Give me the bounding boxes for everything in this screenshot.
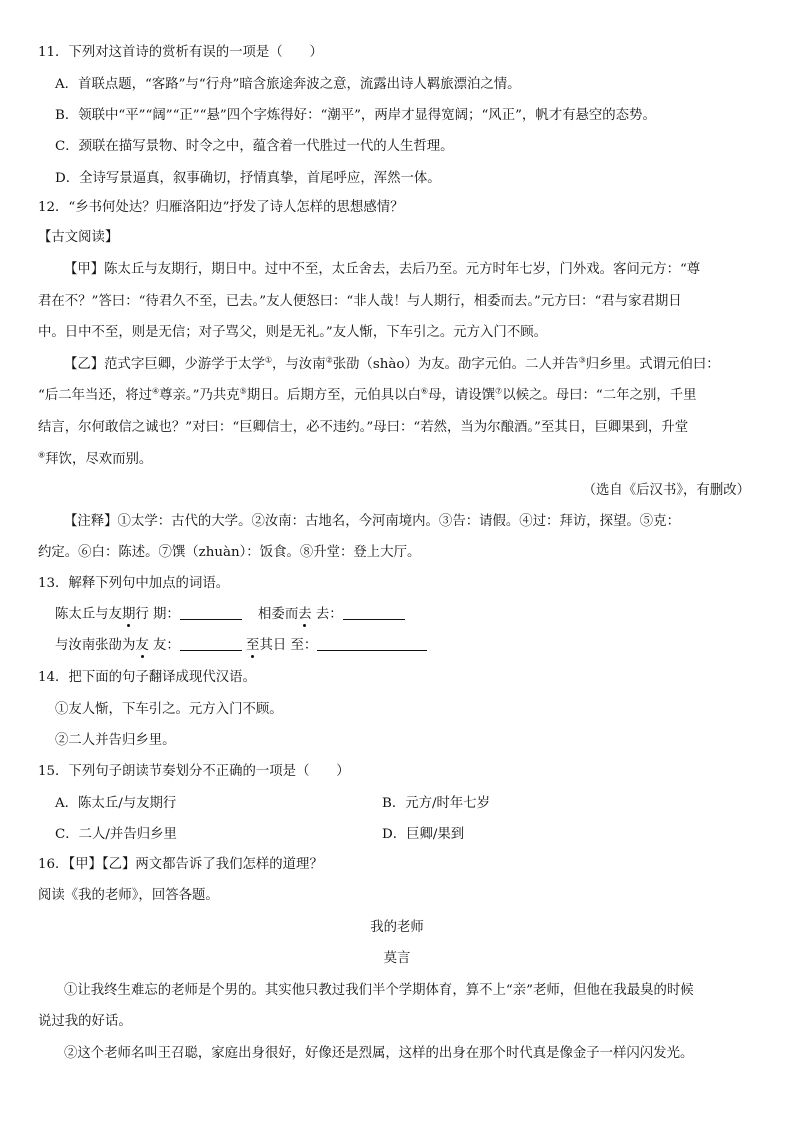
footnote-mark: ④ — [151, 386, 160, 396]
question-14-sentence-1: ①友人惭，下车引之。元方入门不顾。 — [55, 702, 283, 717]
question-11-option-c: C．颈联在描写景物、时令之中，蕴含着一代胜过一代的人生哲理。 — [55, 139, 454, 154]
dotted-word: 去 — [298, 607, 312, 622]
footnote-mark: ⑤ — [239, 386, 247, 396]
question-16: 16．【甲】【乙】两文都告诉了我们怎样的道理？ — [38, 857, 323, 872]
footnote-mark: ② — [325, 355, 333, 365]
footnote-mark: ⑦ — [495, 386, 503, 396]
passage-source: （选自《后汉书》，有删改） — [582, 483, 750, 498]
dotted-word: 至 — [246, 638, 260, 653]
passage-yi-line-3: 结言，尔何敢信之诚也？”对曰：“巨卿信士，必不违约。”母曰：“若然，当为尔酿酒。”至其日，巨卿果到，升堂 — [38, 420, 689, 435]
passage-yi-line-2: “后二年当还，将过④尊亲。”乃共克⑤期日。后期方至，元伯具以白⑥母，请设馔⑦以候之。母曰：“二年之别，千里 — [38, 386, 697, 403]
section-heading-ancient: 【古文阅读】 — [38, 230, 119, 245]
question-15-stem: 15．下列句子朗读节奏划分不正确的一项是（ ） — [38, 764, 350, 779]
reading-intro: 阅读《我的老师》，回答各题。 — [38, 888, 219, 903]
question-11-option-d: D．全诗写景逼真，叙事确切，抒情真挚，首尾呼应，浑然一体。 — [55, 171, 441, 186]
question-13-row-2: 与汝南张劭为友 友： 至其日 至： — [55, 636, 427, 656]
question-15-option-c: C．二人/并告归乡里 — [55, 827, 177, 842]
notes-line-1: 【注释】①太学：古代的大学。②汝南：古地名，今河南境内。③告：请假。④过：拜访，探望。⑤克： — [64, 514, 680, 529]
question-15-option-a: A．陈太丘/与友期行 — [55, 796, 177, 811]
question-14-stem: 14．把下面的句子翻译成现代汉语。 — [38, 670, 256, 685]
question-14-sentence-2: ②二人并告归乡里。 — [55, 733, 176, 748]
question-11-option-b: B．领联中“平”“阔”“正”“悬”四个字炼得好：“潮平”，两岸才显得宽阔；“风正”，帆才有悬空的态势。 — [55, 108, 656, 123]
footnote-mark: ⑧ — [38, 450, 46, 460]
footnote-mark: ① — [264, 355, 273, 365]
passage-yi-line-1: 【乙】范式字巨卿，少游学于太学①，与汝南②张劭（shào）为友。劭字元伯。二人并告③归乡里。式谓元伯曰： — [64, 355, 720, 372]
passage-yi-line-4: ⑧拜饮，尽欢而别。 — [38, 450, 153, 467]
passage-jia-line-1: 【甲】陈太丘与友期行，期日中。过中不至，太丘舍去，去后乃至。元方时年七岁，门外戏。客问元方：“尊 — [64, 262, 701, 277]
passage-jia-line-2: 君在不？”答曰：“待君久不至，已去。”友人便怒曰：“非人哉！与人期行，相委而去。”元方曰：“君与家君期日 — [38, 294, 682, 309]
question-11-option-a: A．首联点题，“客路”与“行舟”暗含旅途奔波之意，流露出诗人羁旅漂泊之情。 — [55, 77, 521, 92]
footnote-mark: ③ — [578, 355, 586, 365]
notes-line-2: 约定。⑥白：陈述。⑦馔（zhuàn）：饭食。⑧升堂：登上大厅。 — [38, 545, 421, 560]
essay-title: 我的老师 — [370, 920, 424, 935]
passage-jia-line-3: 中。日中不至，则是无信；对子骂父，则是无礼。”友人惭，下车引之。元方入门不顾。 — [38, 325, 547, 340]
answer-blank[interactable] — [317, 636, 427, 651]
essay-paragraph-2: ②这个老师名叫王召聪，家庭出身很好，好像还是烈属，这样的出身在那个时代真是像金子一样闪闪发光。 — [64, 1046, 694, 1061]
answer-blank[interactable] — [180, 636, 242, 651]
dotted-word: 友 — [135, 638, 149, 653]
essay-author: 莫言 — [383, 951, 411, 966]
dotted-word: 期 — [121, 607, 136, 622]
question-13-stem: 13．解释下列句中加点的词语。 — [38, 576, 230, 591]
answer-blank[interactable] — [343, 605, 405, 620]
question-12: 12．“乡书何处达？归雁洛阳边”抒发了诗人怎样的思想感情？ — [38, 200, 404, 215]
answer-blank[interactable] — [180, 605, 242, 620]
question-13-row-1: 陈太丘与友期行 期： 相委而去 去： — [55, 605, 405, 625]
question-15-option-b: B．元方/时年七岁 — [382, 796, 491, 811]
essay-paragraph-1-line-2: 说过我的好话。 — [38, 1014, 132, 1029]
essay-paragraph-1-line-1: ①让我终生难忘的老师是个男的。其实他只教过我们半个学期体育，算不上“亲”老师，但他在我最臭的时候 — [64, 983, 694, 998]
question-15-option-d: D．巨卿/果到 — [382, 827, 465, 842]
question-11-stem: 11．下列对这首诗的赏析有误的一项是（ ） — [38, 45, 323, 60]
footnote-mark: ⑥ — [420, 386, 429, 396]
